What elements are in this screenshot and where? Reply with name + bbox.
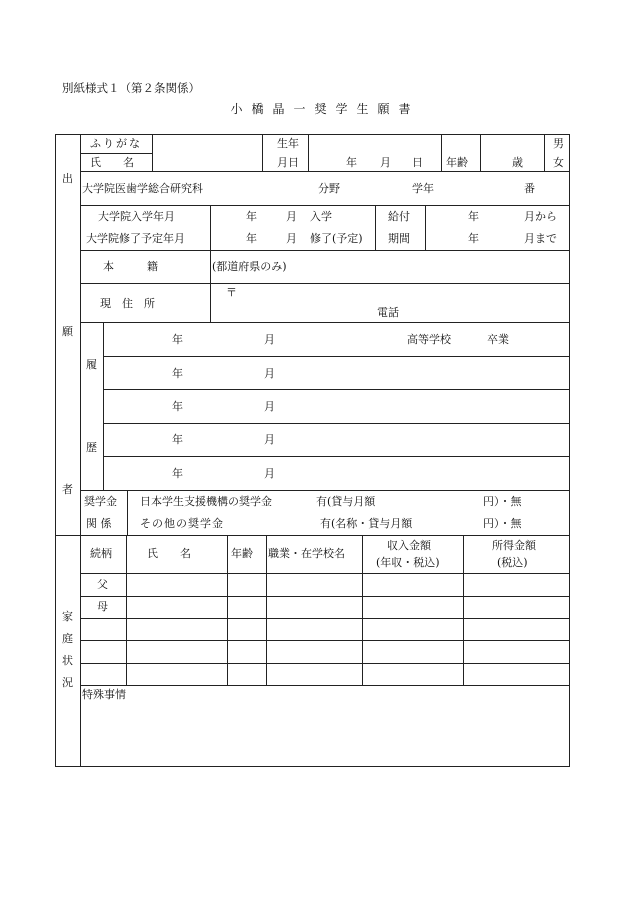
col-earnings: 所得金額 — [492, 539, 536, 552]
gender-male: 男 — [553, 137, 564, 150]
relation-mother: 母 — [97, 600, 108, 613]
birth-day-unit: 日 — [412, 156, 423, 169]
comp-finish: 修了(予定) — [310, 232, 363, 245]
scholar2-name: その他の奨学金 — [140, 517, 224, 530]
family-label-2: 庭 — [62, 632, 73, 645]
col-age: 年齢 — [231, 547, 253, 560]
scholar2-have: 有(名称・貸与月額 — [320, 517, 413, 530]
period-label-1: 給付 — [388, 210, 410, 223]
history-row-3-month: 月 — [264, 400, 275, 413]
col-earnings-note: (税込) — [497, 556, 528, 569]
phone-label: 電話 — [377, 306, 399, 319]
history-row-4-month: 月 — [264, 433, 275, 446]
section-label-gan: 願 — [62, 325, 73, 338]
history-row-3-year: 年 — [172, 400, 183, 413]
birth-label-2: 月日 — [277, 156, 299, 169]
number-label: 番 — [524, 182, 535, 195]
period-label-2: 期間 — [388, 232, 410, 245]
completion-label: 大学院修了予定年月 — [86, 232, 185, 245]
field-label: 分野 — [318, 182, 340, 195]
history-row-2-year: 年 — [172, 367, 183, 380]
history-row-4-year: 年 — [172, 433, 183, 446]
gender-female: 女 — [553, 156, 564, 169]
adm-year: 年 — [246, 210, 257, 223]
col-name: 氏 名 — [147, 547, 191, 560]
family-label-1: 家 — [62, 610, 73, 623]
history-row-1-year: 年 — [172, 333, 183, 346]
history-row-2-month: 月 — [264, 367, 275, 380]
age-label: 年齢 — [446, 156, 468, 169]
age-unit: 歳 — [512, 156, 523, 169]
admission-label: 大学院入学年月 — [98, 210, 175, 223]
scholar1-end: 円）・無 — [483, 495, 522, 508]
form-title: 小橋晶一奨学生願書 — [230, 102, 420, 116]
family-label-3: 状 — [62, 654, 73, 667]
birth-label-1: 生年 — [277, 137, 299, 150]
section-label-sha: 者 — [62, 483, 73, 496]
period-to-month: 月まで — [524, 232, 557, 245]
section-label-shutsu: 出 — [62, 172, 73, 185]
scholar2-end: 円）・無 — [483, 517, 522, 530]
name-label: 氏 名 — [90, 156, 134, 169]
form-number: 別紙様式１（第２条関係） — [62, 81, 200, 95]
scholar1-name: 日本学生支援機構の奨学金 — [140, 495, 272, 508]
history-row-1-month: 月 — [264, 333, 275, 346]
period-to-year: 年 — [468, 232, 479, 245]
birth-month-unit: 月 — [380, 156, 391, 169]
family-label-4: 況 — [62, 676, 73, 689]
period-from-month: 月から — [524, 210, 557, 223]
address-label: 現 住 所 — [100, 297, 155, 310]
col-income: 収入金額 — [387, 539, 431, 552]
adm-month: 月 — [286, 210, 297, 223]
grade-label: 学年 — [412, 182, 434, 195]
scholar1-have: 有(貸与月額 — [316, 495, 376, 508]
history-row-5-year: 年 — [172, 467, 183, 480]
scholar-label-1: 奨学金 — [84, 495, 117, 508]
postal-mark: 〒 — [226, 286, 237, 299]
birth-year-unit: 年 — [346, 156, 357, 169]
scholar-label-2: 関 係 — [86, 517, 112, 530]
furigana-label: ふりがな — [90, 137, 142, 150]
adm-enter: 入学 — [310, 210, 332, 223]
relation-father: 父 — [97, 578, 108, 591]
history-row-1-status: 卒業 — [487, 333, 509, 346]
col-income-note: (年収・税込) — [376, 556, 440, 569]
honseki-note: (都道府県のみ) — [212, 260, 287, 273]
form-border — [56, 135, 570, 767]
history-row-5-month: 月 — [264, 467, 275, 480]
col-occupation: 職業・在学校名 — [268, 547, 345, 560]
history-label-2: 歴 — [86, 441, 97, 454]
comp-year: 年 — [246, 232, 257, 245]
period-from-year: 年 — [468, 210, 479, 223]
honseki-label: 本 籍 — [103, 260, 158, 273]
history-label-1: 履 — [86, 358, 97, 371]
col-relation: 続柄 — [90, 547, 112, 560]
history-row-1-school: 高等学校 — [407, 333, 451, 346]
comp-month: 月 — [286, 232, 297, 245]
grad-school: 大学院医歯学総合研究科 — [82, 182, 203, 195]
special-circumstances: 特殊事情 — [82, 688, 126, 701]
